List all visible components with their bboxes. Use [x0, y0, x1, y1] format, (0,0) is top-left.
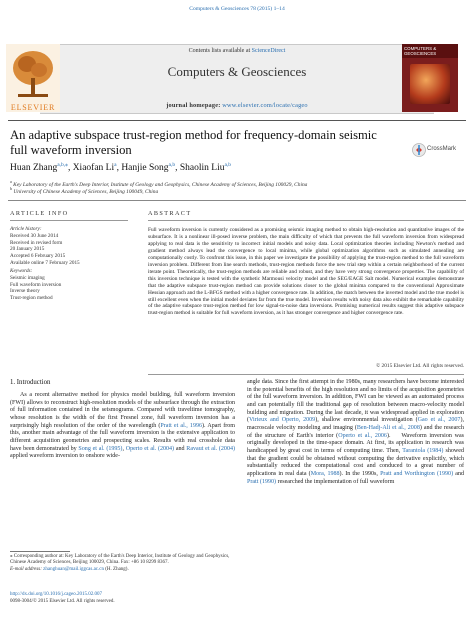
citation-link[interactable]: Mora, 1988 [310, 470, 340, 477]
body-column-right [247, 379, 464, 486]
author-name[interactable]: Shaolin Liu [179, 163, 225, 174]
running-head: Computers & Geosciences 78 (2015) 1–14 [189, 6, 285, 12]
abstract-end-rule [148, 374, 464, 375]
abstract-copyright: © 2015 Elsevier Ltd. All rights reserved. [376, 363, 464, 369]
citation-link[interactable]: Gao et al., 2007 [417, 417, 461, 424]
citation-link[interactable]: Operto et al., 2006 [338, 432, 387, 439]
body-text: ). Waveform inversion was originally developed in the time-space domain. At first, its application in research was handicapped by great cost in terms of computing time. Then, [247, 432, 465, 454]
author-list: Huan Zhang$^{a,b,⁎}$, Xiaofan Li$^a$, Hanjie Song$^{a,b}$, Shaolin Liu$^{a,b}$ [10, 162, 232, 174]
footnote-rule [10, 551, 70, 552]
affiliation-text: University of Chinese Academy of Sciences, Beijing 100049, China [13, 188, 159, 195]
body-text: and [453, 470, 464, 477]
sciencedirect-link[interactable]: ScienceDirect [251, 48, 286, 54]
body-text: As a recent alternative method for physics model building, full waveform inversion (FWI) allows to reconstruct high-resolution models of the subsurface through the extraction of full information contained in the seismograms. Compared with traveltime tomography, whose resolution is the width of the first Fresnel zone, full waveform inversion has a surprisingly high resolution of the order of the wavelength ( [10, 392, 235, 429]
author-affil-mark[interactable]: a,b [224, 162, 232, 168]
citation-link[interactable]: Operto et al. (2004) [125, 445, 175, 452]
history-line: 20 January 2015 [10, 246, 45, 253]
body-text: angle data. Since the first attempt in the 1980s, many researchers have become interested in the potential benefits of the high resolution and no limits of the acquisition geometries of the full waveform inversion. In addition, FWI can be viewed as an automated process and can potentially fill the traditional gap of resolution between macro-velocity model building and migration. During the last decade, it was widespread applied in exploration ( [247, 379, 464, 424]
history-line: Received in revised form [10, 239, 63, 246]
homepage-link[interactable]: www.elsevier.com/locate/cageo [222, 102, 308, 109]
body-text: ), shallow environmental investigation ( [315, 417, 418, 424]
footnote-text: ⁎ Corresponding author at: Key Laboratory of the Earth's Deep Interior, Institute of Geology and Geophysics, Chinese Academy of Sciences, Beijing 100029, China. Fax: +86 10 8299 8367. [10, 554, 230, 566]
author-name[interactable]: Hanjie Song [121, 163, 169, 174]
body-text: ) and the research of the structure of Earth's interior ( [247, 424, 464, 439]
body-column-left [10, 392, 235, 461]
section-heading: 1. Introduction [10, 379, 51, 386]
affiliation [10, 186, 158, 195]
affiliation-divider [8, 200, 466, 201]
citation-link[interactable]: Pratt (1990) [247, 478, 277, 485]
article-info-rule [10, 220, 128, 221]
body-text: ). In the 1990s, [339, 470, 381, 477]
citation-link[interactable]: Pratt and Worthington (1990) [380, 470, 454, 477]
journal-title: Computers & Geosciences [167, 64, 307, 79]
abstract-heading: ABSTRACT [148, 210, 192, 217]
homepage-label: journal homepage: [166, 102, 223, 109]
history-line: Accepted 6 February 2015 [10, 253, 66, 260]
journal-homepage [40, 102, 434, 109]
history-label: Article history: [10, 226, 42, 232]
citation-link[interactable]: Song et al. (1995) [78, 445, 123, 452]
body-text: and [174, 445, 187, 452]
header-divider [8, 120, 466, 121]
email-link[interactable]: zhanghuan@mail.iggcas.ac.cn [43, 566, 104, 572]
author-name[interactable]: Huan Zhang [10, 163, 58, 174]
keyword: Trust-region method [10, 295, 53, 302]
email-label: E-mail address: [10, 566, 44, 572]
abstract-text: Full waveform inversion is currently considered as a promising seismic imaging method to obtain high-resolution and quantitative images of the subsurface. It is a nonlinear ill-posed inverse problem, the main difficulty of which that prevents the full waveform inversion from widespread applying to real data is the sensitivity to incorrect initial models and noisy data. Local optimization theories including Newton's method and gradient method always lead the convergence to local minima, while global optimization algorithms such as simulated annealing are computationally costly. To confront this issue, in this paper we investigate the possibility of applying the trust-region method to the full waveform inversion problem. Different from line search methods, trust-region methods force the new trial step within a certain neighborhood of the current iterate point. Theoretically, the trust-region methods are reliable and robust, and they have very strong convergence properties. The capability of this inversion technique is tested with the synthetic Marmousi velocity model and the SEG/EAGE Salt model. Numerical examples demonstrate that the adaptive subspace trust-region method can provide solutions closer to the global minima compared to the conventional Approximate Hessian approach and the L-BFGS method with a higher convergence rate. In addition, the match between the inverted model and the true model is still excellent even when the initial model deviates far from the true model. Inversion results with noisy data also exhibit the remarkable capability of the adaptive subspace trust-region method for low signal-to-noise data inversions. Promising numerical results suggest this adaptive subspace trust-region method is suitable for full waveform inversion, as it has stronger convergence and higher convergence rate. [148, 227, 464, 317]
citation-link[interactable]: Virieux and Operto, 2009 [249, 417, 316, 424]
citation-link[interactable]: Ravaut et al. (2004) [186, 445, 236, 452]
keyword: Inverse theory [10, 288, 40, 295]
article-history [10, 226, 128, 267]
history-line: Received 30 June 2014 [10, 232, 59, 239]
body-text: researched the implementation of full waveform [276, 478, 395, 485]
body-text: applied waveform inversion to onshore wide- [10, 453, 120, 460]
author-affil-mark[interactable]: a,b [168, 162, 176, 168]
contents-line [40, 48, 434, 54]
issn-line: 0098-3004/© 2015 Elsevier Ltd. All rights reserved. [10, 599, 115, 604]
body-text: ), macroscale velocity modeling and imaging ( [247, 417, 464, 431]
citation-link[interactable]: Pratt et al., 1996 [160, 422, 203, 429]
body-text: , [122, 445, 126, 452]
citation-link[interactable]: Tarantola (1984) [402, 447, 444, 454]
keywords-label: Keywords: [10, 268, 33, 274]
citation-link[interactable]: Ben-Hadj-Ali et al., 2008 [356, 424, 420, 431]
keyword: Full waveform inversion [10, 281, 62, 288]
affiliation-mark: b [10, 186, 12, 191]
keywords [10, 268, 128, 302]
history-line: Available online 7 February 2015 [10, 259, 80, 266]
abstract-rule [148, 220, 464, 221]
cover-title: COMPUTERS & GEOSCIENCES [404, 46, 437, 56]
body-text: ). Apart from this, another main advantage of the full waveform inversion is the extensive application to different acquisition geometries and prospecting scales. Results with real crosshole data have been demonstrated by [10, 422, 235, 452]
affiliation-text: Key Laboratory of the Earth's Deep Interior, Institute of Geology and Geophysics, Chinese Academy of Sciences, Beijing 100029, China [13, 181, 308, 188]
body-text: showed that the gradient could be obtained without computing the derivative explicitly, which substantially reduced the computational cost and conduced to a great number of applications in real data ( [247, 447, 464, 477]
author-name[interactable]: Xiaofan Li [72, 163, 115, 174]
keyword: Seismic imaging [10, 274, 45, 281]
article-title: An adaptive subspace trust-region method for frequency-domain seismic full waveform inversion [10, 128, 377, 157]
corresponding-author-footnote [10, 554, 235, 573]
crossmark-label[interactable]: CrossMark [427, 146, 457, 152]
doi-link[interactable]: http://dx.doi.org/10.1016/j.cageo.2015.02.007 [10, 592, 102, 597]
author-affil-mark[interactable]: a [114, 162, 117, 168]
email-suffix: (H. Zhang). [104, 566, 129, 572]
elsevier-wordmark: ELSEVIER [10, 103, 56, 112]
author-affil-mark[interactable]: a,b,⁎ [57, 162, 68, 168]
contents-prefix: Contents lists available at [188, 48, 252, 54]
cover-image [410, 64, 450, 104]
affiliation-mark: a [10, 179, 12, 184]
article-info-heading: ARTICLE INFO [10, 210, 69, 217]
